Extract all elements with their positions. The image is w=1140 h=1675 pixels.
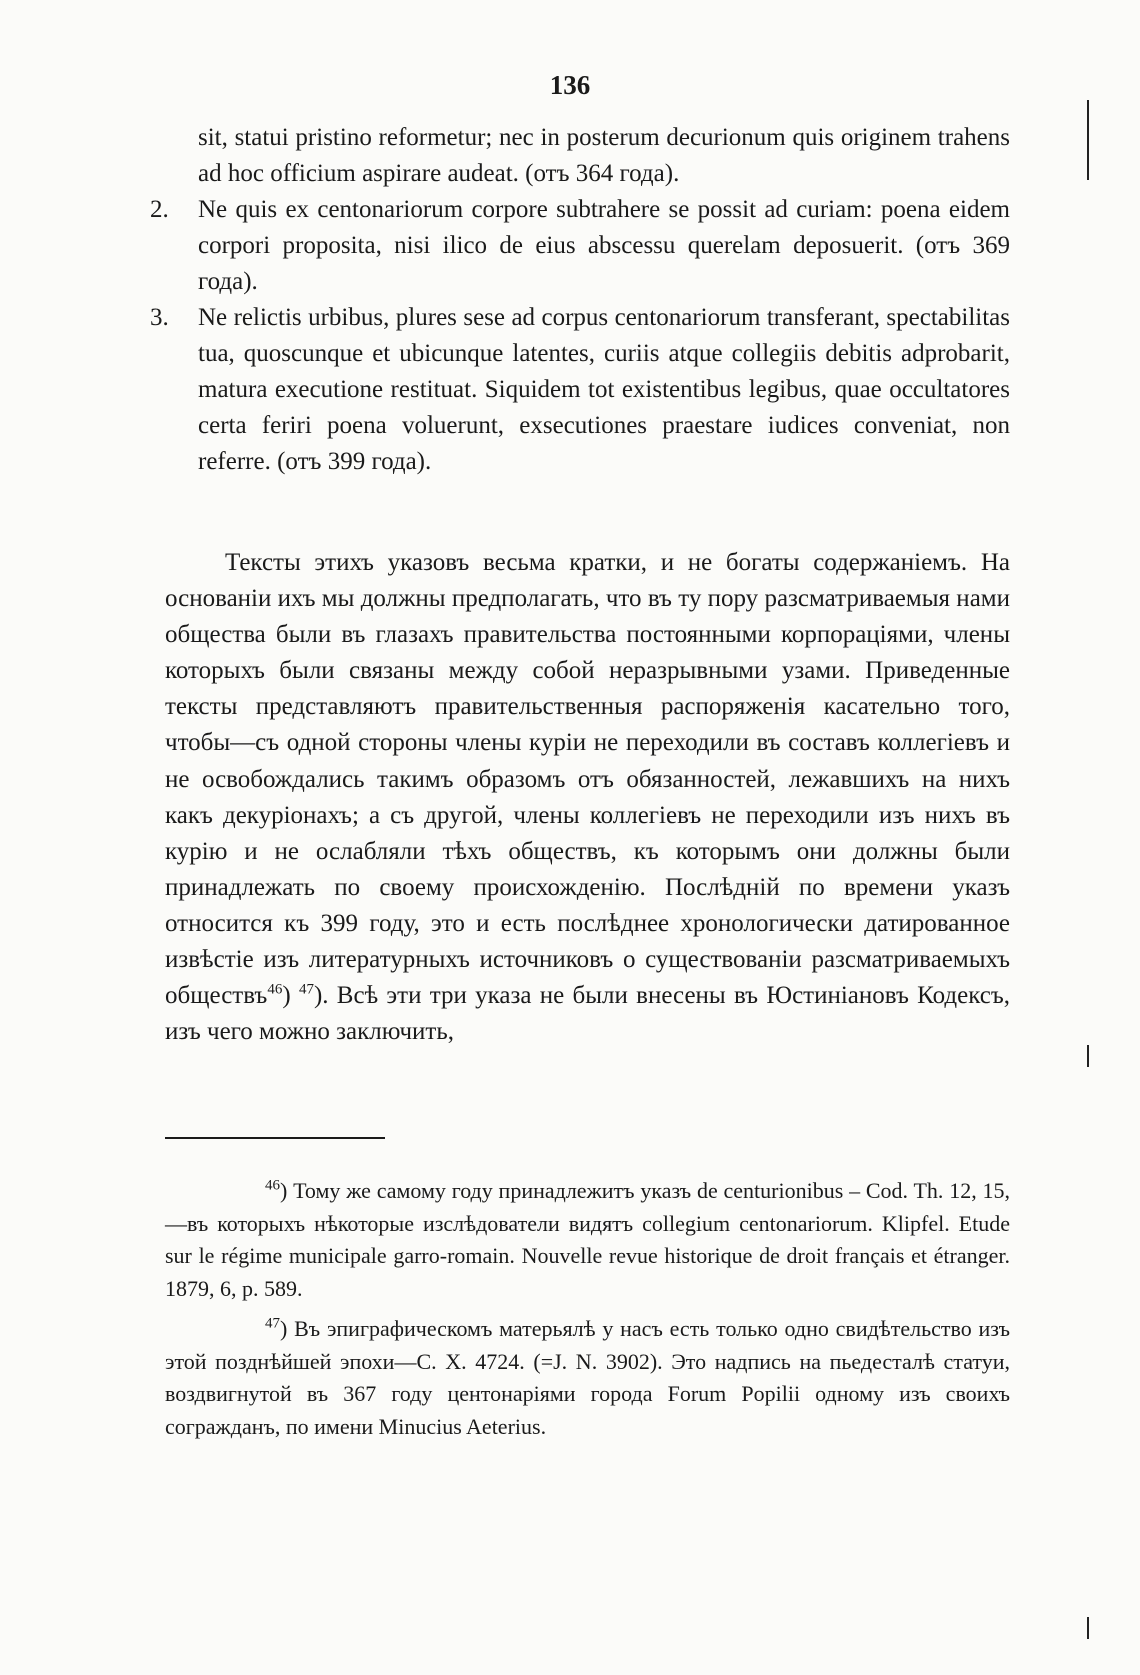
paragraph-text: Тексты этихъ указовъ весьма кратки, и не богаты содержаніемъ. На основаніи ихъ мы должны предполагать, что въ ту пору разсматриваемыя нами общества были въ глазахъ правительства постоянными корпораціями, члены которыхъ были связаны между собой неразрывными узами. Приведенные тексты представляютъ правительственныя распоряженія касательно того, чтобы—съ одной стороны члены куріи не переходили въ составъ коллегіевъ и не освобождались такимъ образомъ отъ обязанностей, лежавшихъ на нихъ какъ декуріонахъ; а съ другой, члены коллегіевъ не переходили изъ нихъ въ курію и не ослабляли тѣхъ обществъ, къ которымъ они должны были принадлежать по своему происхожденію. Послѣдній по времени указъ относится къ 399 году, это и есть послѣднее хронологически датированное извѣстіе изъ литературныхъ источниковъ о существованіи разсматриваемыхъ обществъ — [165, 549, 1010, 1010]
decree-list — [150, 120, 1010, 480]
footnote-ref-separator: ) — [282, 982, 299, 1010]
footnote-ref-47: 47 — [298, 981, 314, 998]
scan-margin-mark — [1087, 1617, 1089, 1639]
footnote-46 — [165, 1175, 1010, 1305]
page-number: 136 — [549, 70, 591, 100]
footnote-47 — [165, 1313, 1010, 1443]
decree-1-continuation: sit, statui pristino reformetur; nec in posterum decurionum quis originem trahens ad hoc officium aspirare audeat. (отъ 364 года). — [198, 124, 1010, 187]
footnote-text: ) Въ эпиграфическомъ матерьялѣ у насъ есть только одно свидѣтельство изъ этой позднѣйшей эпохи—C. X. 4724. (=J. N. 3902). Это надпись на пьедесталѣ статуи, воздвигнутой въ 367 году центонаріями города Forum Popilii одному изъ своихъ согражданъ, по имени Minucius Aeterius. — [165, 1316, 1010, 1439]
footnote-ref-46: 46 — [267, 981, 283, 998]
paragraph-text-end: ). Всѣ эти три указа не были внесены въ Юстиніановъ Кодексъ, изъ чего можно заключить, — [165, 982, 1010, 1046]
footnote-text: ) Тому же самому году принадлежитъ указъ de centurionibus – Cod. Th. 12, 15,—въ которыхъ нѣкоторые изслѣдователи видятъ collegium centonariorum. Klipfel. Etude sur le régime municipale garro-romain. Nouvelle revue historique de droit français et étranger. 1879, 6, p. 589. — [165, 1178, 1010, 1301]
decree-text: Ne relictis urbibus, plures sese ad corpus centonariorum transferant, spectabilitas tua, quoscunque et ubicunque latentes, curiis atque collegiis debitis adprobarit, matura executione restituat. Siquidem tot existentibus legibus, quae occultatores certa feriri poena voluerunt, exsecutiones praestare iudices conveniat, non referre. (отъ 399 года). — [198, 304, 1010, 475]
scan-margin-mark — [1087, 100, 1089, 180]
decree-item-3 — [150, 300, 1010, 480]
body-paragraph — [165, 545, 1010, 1050]
decree-number: 3. — [150, 304, 169, 331]
footnote-number: 46 — [265, 1177, 280, 1194]
decree-item-2 — [150, 192, 1010, 300]
scan-margin-mark — [1087, 1045, 1089, 1067]
footnote-number: 47 — [265, 1315, 280, 1332]
decree-text: Ne quis ex centonariorum corpore subtrahere se possit ad curiam: poena eidem corpori proposita, nisi ilico de eius abscessu querelam deposuerit. (отъ 369 года). — [198, 196, 1010, 295]
footnote-divider — [165, 1137, 385, 1139]
decree-number: 2. — [150, 196, 169, 223]
